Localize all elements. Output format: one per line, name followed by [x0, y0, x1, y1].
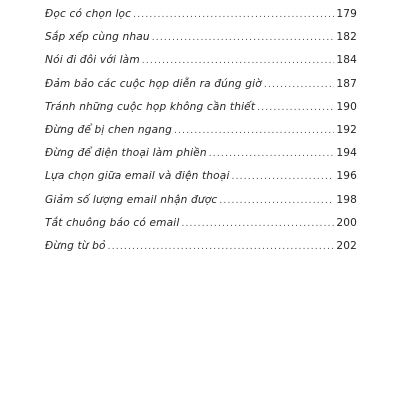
toc-page-number: 198: [336, 193, 357, 206]
toc-dot-leader: [219, 196, 334, 206]
cut-off-previous-line: [45, 0, 245, 4]
toc-entry[interactable]: [45, 170, 357, 193]
toc-entry-title: Sắp xếp cùng nhau: [45, 31, 150, 44]
toc-dot-leader: [152, 33, 335, 43]
toc-entry[interactable]: [45, 54, 357, 77]
toc-entry-title: Nói đi đôi với làm: [45, 54, 140, 67]
toc-entry[interactable]: [45, 194, 357, 217]
toc-page-number: 187: [336, 77, 357, 90]
toc-entry[interactable]: [45, 78, 357, 101]
table-of-contents: [45, 8, 357, 263]
toc-entry-title: Đảm bảo các cuộc họp diễn ra đúng giờ: [45, 77, 262, 90]
cut-off-text-fragment: [45, 0, 245, 4]
toc-dot-leader: [142, 56, 335, 66]
toc-entry-title: Đọc có chọn lọc: [45, 8, 132, 20]
toc-dot-leader: [264, 80, 334, 90]
toc-dot-leader: [181, 219, 334, 229]
toc-entry-title: Tắt chuông báo có email: [45, 216, 180, 229]
toc-entry[interactable]: [45, 101, 357, 124]
toc-dot-leader: [257, 103, 334, 113]
toc-page-number: 179: [336, 8, 357, 20]
toc-entry-title: Đừng để bị chen ngang: [45, 123, 173, 136]
toc-entry[interactable]: [45, 240, 357, 263]
toc-entry-title: Giảm số lượng email nhận được: [45, 193, 218, 206]
toc-page-number: 182: [336, 31, 357, 44]
toc-entry[interactable]: [45, 31, 357, 54]
toc-page-number: 194: [336, 147, 357, 160]
toc-page-number: 202: [336, 239, 357, 252]
toc-dot-leader: [209, 149, 335, 159]
toc-entry-title: Đừng để điện thoại làm phiền: [45, 147, 207, 160]
toc-entry[interactable]: [45, 147, 357, 170]
toc-page-number: 190: [336, 100, 357, 113]
toc-entry-title: Lựa chọn giữa email và điện thoại: [45, 170, 230, 183]
toc-page-number: 184: [336, 54, 357, 67]
toc-dot-leader: [232, 172, 335, 182]
toc-page-number: 192: [336, 123, 357, 136]
toc-page-number: 196: [336, 170, 357, 183]
toc-entry-title: Đừng từ bỏ: [45, 239, 106, 252]
toc-entry[interactable]: [45, 217, 357, 240]
toc-dot-leader: [133, 10, 334, 20]
toc-dot-leader: [174, 126, 334, 136]
toc-dot-leader: [108, 242, 335, 252]
toc-entry[interactable]: [45, 8, 357, 31]
toc-entry[interactable]: [45, 124, 357, 147]
toc-entry-title: Tránh những cuộc họp không cần thiết: [45, 100, 256, 113]
toc-page-number: 200: [336, 216, 357, 229]
